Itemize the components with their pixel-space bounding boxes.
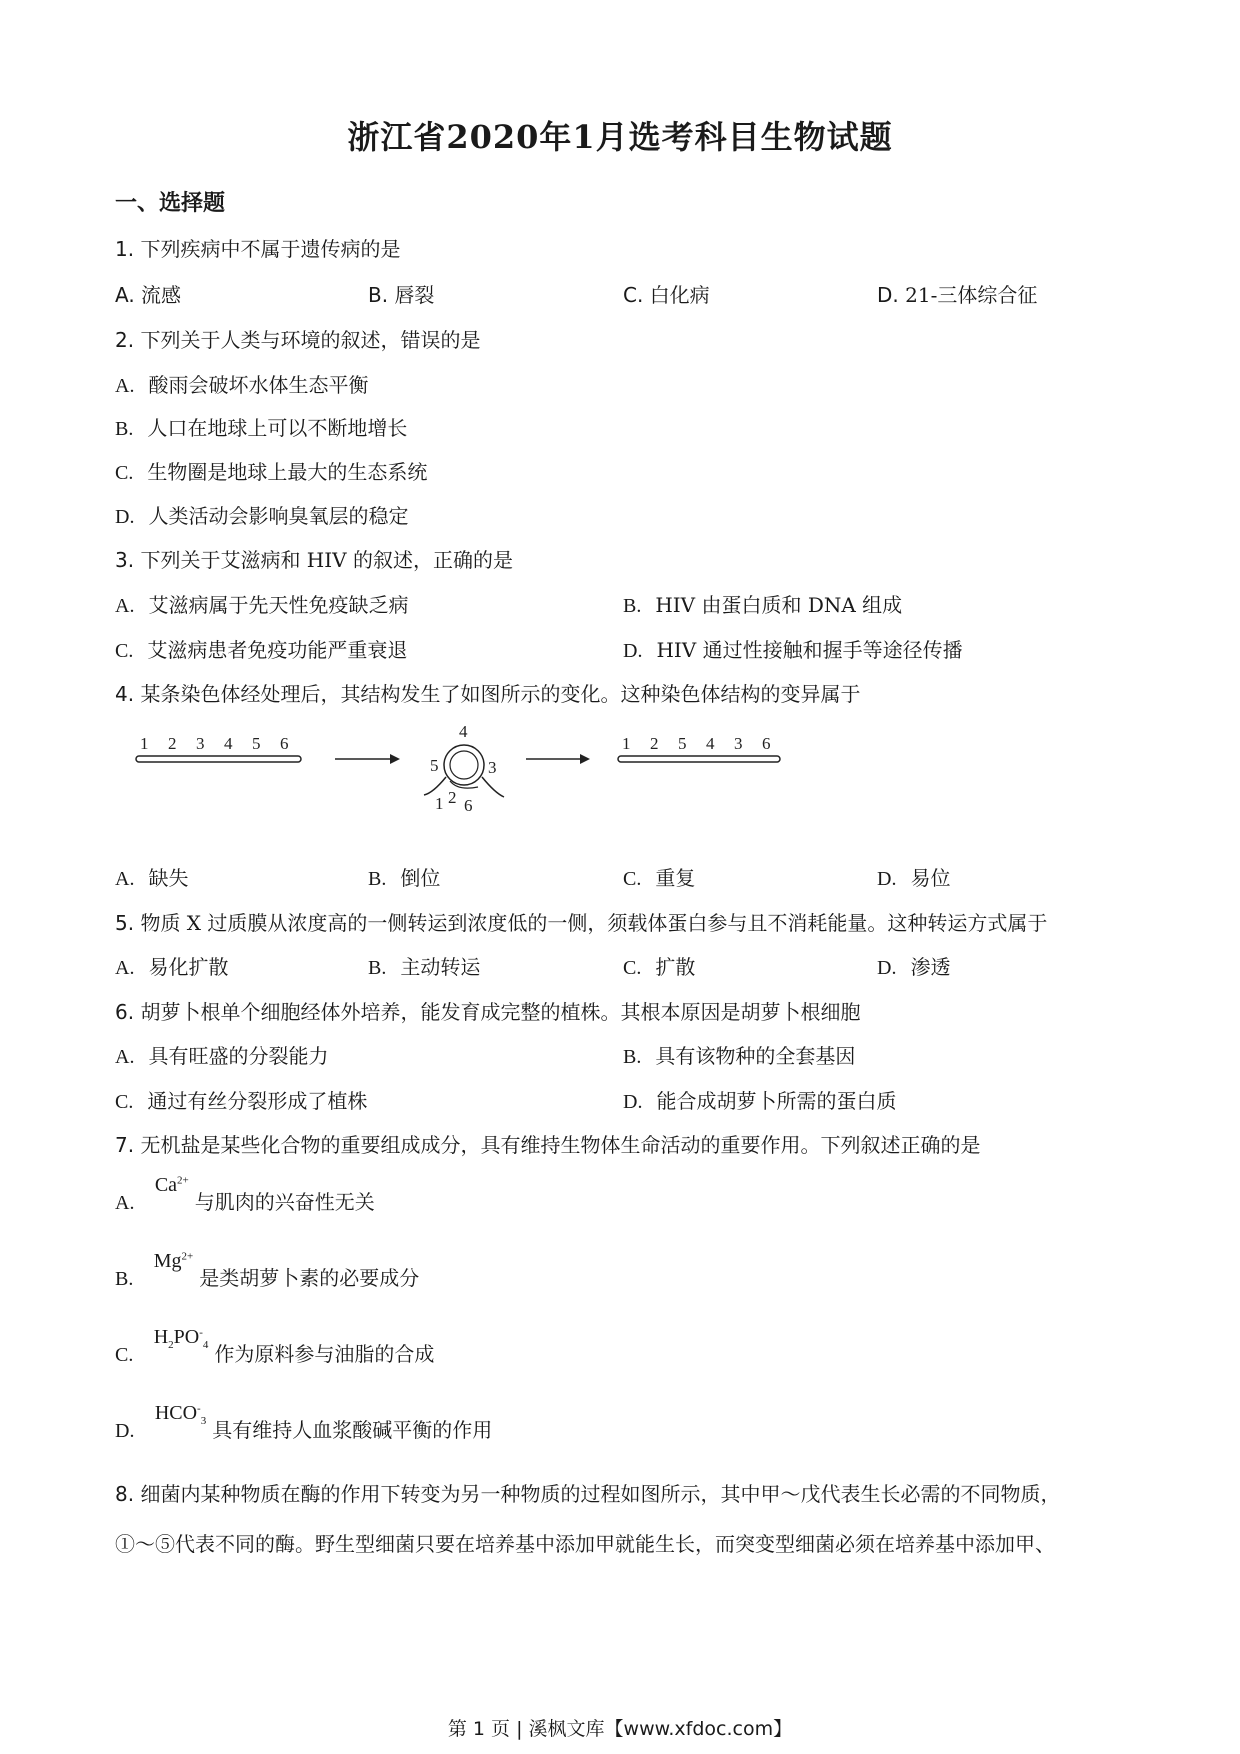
question-number: 8. [115, 1482, 135, 1506]
option-7d: D. $HCO^-_3$ 具有维持人血浆酸碱平衡的作用 [115, 1402, 493, 1442]
svg-text:1: 1 [140, 734, 149, 753]
chromosome-after [618, 734, 780, 762]
svg-text:4: 4 [224, 734, 233, 753]
option-2a: A. 酸雨会破坏水体生态平衡 [115, 373, 369, 397]
question-8-continued: ①～⑤代表不同的酶。野生型细菌只要在培养基中添加甲就能生长，而突变型细菌必须在培养基中添加甲、 [115, 1532, 1055, 1556]
svg-text:6: 6 [280, 734, 289, 753]
question-number: 7. [115, 1133, 135, 1157]
svg-text:5: 5 [430, 756, 439, 775]
option-5c: C. 扩散 [623, 955, 696, 979]
chemical-formula: $Ca^{2+}$ [154, 1174, 189, 1196]
svg-text:4: 4 [459, 725, 468, 741]
chemical-formula: $Mg^{2+}$ [153, 1250, 194, 1272]
option-2d: D. 人类活动会影响臭氧层的稳定 [115, 504, 409, 528]
question-text: 下列关于艾滋病和 HIV 的叙述，正确的是 [140, 548, 513, 572]
question-7 [115, 1129, 980, 1158]
option-7a: A. $Ca^{2+}$与肌肉的兴奋性无关 [115, 1174, 375, 1214]
arrow-icon [526, 754, 590, 764]
option-7c: C. $H_2PO^-_4$ 作为原料参与油脂的合成 [115, 1326, 435, 1366]
svg-text:2: 2 [650, 734, 659, 753]
question-text: 下列疾病中不属于遗传病的是 [140, 237, 401, 261]
option-4b: B. 倒位 [368, 866, 441, 890]
option-3d: D. HIV 通过性接触和握手等途径传播 [623, 638, 963, 662]
question-number: 4. [115, 682, 135, 706]
question-number: 5. [115, 911, 135, 935]
svg-text:3: 3 [196, 734, 205, 753]
chemical-formula: $HCO^-_3$ [154, 1402, 207, 1427]
chromosome-loop [424, 725, 504, 815]
chemical-formula: $H_2PO^-_4$ [153, 1326, 209, 1351]
question-number: 2. [115, 328, 135, 352]
option-2c: C. 生物圈是地球上最大的生态系统 [115, 460, 428, 484]
question-number: 1. [115, 237, 135, 261]
chromosome-before [136, 734, 301, 762]
section-heading: 一、选择题 [115, 190, 226, 216]
option-6c: C. 通过有丝分裂形成了植株 [115, 1089, 368, 1113]
option-6b: B. 具有该物种的全套基因 [623, 1044, 856, 1068]
option-4d: D. 易位 [877, 866, 951, 890]
svg-text:2: 2 [168, 734, 177, 753]
question-text: 无机盐是某些化合物的重要组成成分，具有维持生物体生命活动的重要作用。下列叙述正确的是 [140, 1133, 981, 1157]
option-4a: A. 缺失 [115, 866, 189, 890]
svg-text:6: 6 [464, 796, 473, 815]
arrow-icon [335, 754, 400, 764]
page-footer: 第 1 页 | 溪枫文库【www.xfdoc.com】 [447, 1718, 793, 1740]
option-3b: B. HIV 由蛋白质和 DNA 组成 [623, 593, 903, 617]
question-text: 细菌内某种物质在酶的作用下转变为另一种物质的过程如图所示，其中甲～戊代表生长必需的不同物质， [140, 1482, 1061, 1506]
option-1d: D. 21-三体综合征 [877, 283, 1038, 307]
question-6 [115, 996, 860, 1025]
svg-text:5: 5 [678, 734, 687, 753]
question-8 [115, 1478, 1060, 1507]
chromosome-inversion-figure [128, 725, 788, 820]
option-7b: B. $Mg^{2+}$是类胡萝卜素的必要成分 [115, 1250, 420, 1290]
svg-text:4: 4 [706, 734, 715, 753]
question-text: 物质 X 过质膜从浓度高的一侧转运到浓度低的一侧，须载体蛋白参与且不消耗能量。这种转运方式属于 [140, 911, 1048, 935]
option-1a: A. 流感 [115, 283, 182, 307]
question-1 [115, 233, 400, 262]
question-3 [115, 544, 513, 573]
option-6d: D. 能合成胡萝卜所需的蛋白质 [623, 1089, 897, 1113]
question-text: 下列关于人类与环境的叙述，错误的是 [140, 328, 481, 352]
svg-text:3: 3 [488, 758, 497, 777]
question-5 [115, 907, 1047, 936]
option-1b: B. 唇裂 [368, 283, 435, 307]
option-4c: C. 重复 [623, 866, 696, 890]
svg-text:2: 2 [448, 788, 457, 807]
option-5a: A. 易化扩散 [115, 955, 229, 979]
question-text: 某条染色体经处理后，其结构发生了如图所示的变化。这种染色体结构的变异属于 [140, 682, 861, 706]
option-1c: C. 白化病 [623, 283, 710, 307]
option-3c: C. 艾滋病患者免疫功能严重衰退 [115, 638, 408, 662]
question-number: 3. [115, 548, 135, 572]
svg-text:6: 6 [762, 734, 771, 753]
question-2 [115, 324, 480, 353]
svg-text:3: 3 [734, 734, 743, 753]
option-5d: D. 渗透 [877, 955, 951, 979]
question-4 [115, 678, 860, 707]
svg-text:1: 1 [622, 734, 631, 753]
option-6a: A. 具有旺盛的分裂能力 [115, 1044, 329, 1068]
question-text: 胡萝卜根单个细胞经体外培养，能发育成完整的植株。其根本原因是胡萝卜根细胞 [140, 1000, 861, 1024]
option-3a: A. 艾滋病属于先天性免疫缺乏病 [115, 593, 409, 617]
svg-text:5: 5 [252, 734, 261, 753]
option-5b: B. 主动转运 [368, 955, 481, 979]
page-title: 浙江省2020年1月选考科目生物试题 [347, 118, 893, 156]
question-number: 6. [115, 1000, 135, 1024]
svg-text:1: 1 [435, 794, 444, 813]
option-2b: B. 人口在地球上可以不断地增长 [115, 416, 408, 440]
